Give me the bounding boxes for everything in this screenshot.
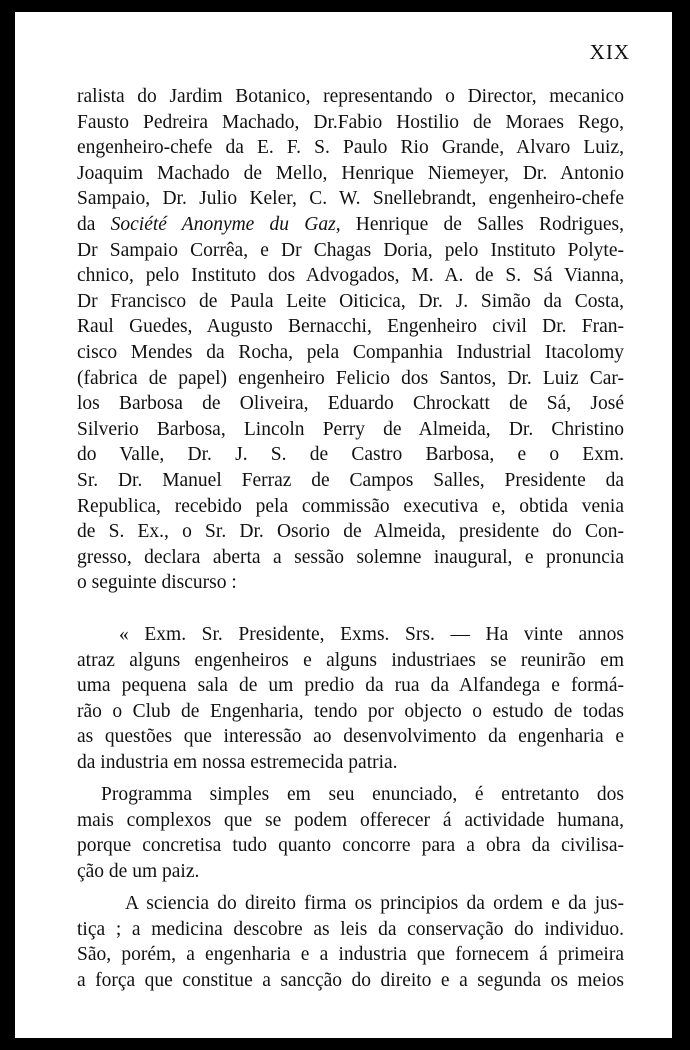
document-page xyxy=(15,12,672,1038)
text-line: Dr Sampaio Corrêa, e Dr Chagas Doria, pelo Instituto Polyte- xyxy=(77,239,624,261)
text-line: « Exm. Sr. Presidente, Exms. Srs. — Ha vinte annos xyxy=(119,624,624,645)
text-line: Dr Francisco de Paula Leite Oiticica, Dr. J. Simão da Costa, xyxy=(77,290,624,312)
page-number: XIX xyxy=(589,40,630,64)
text-line: Sr. Dr. Manuel Ferraz de Campos Salles, Presidente da xyxy=(77,469,624,491)
text-line: (fabrica de papel) engenheiro Felicio dos Santos, Dr. Luiz Car- xyxy=(77,367,624,389)
text-line: Programma simples em seu enunciado, é entretanto dos xyxy=(101,784,624,805)
text-line: A sciencia do direito firma os principios da ordem e da jus- xyxy=(125,893,624,914)
text-line: engenheiro-chefe da E. F. S. Paulo Rio Grande, Alvaro Luiz, xyxy=(77,137,624,159)
text-line: Raul Guedes, Augusto Bernacchi, Engenheiro civil Dr. Fran- xyxy=(77,316,624,338)
paragraph-programme xyxy=(77,782,624,884)
text-line: uma pequena sala de um predio da rua da Alfandega e formá- xyxy=(77,675,624,697)
text-line: porque concretisa tudo quanto concorre para a obra da civilisa- xyxy=(77,835,624,857)
text-line: de S. Ex., o Sr. Dr. Osorio de Almeida, presidente do Con- xyxy=(77,521,624,543)
text-line: atraz alguns engenheiros e alguns industriaes se reunirão em xyxy=(77,649,624,671)
text-line: rão o Club de Engenharia, tendo por objecto o estudo de todas xyxy=(77,700,624,722)
text-line: gresso, declara aberta a sessão solemne inaugural, e pronuncia xyxy=(77,546,624,568)
text-line: da Société Anonyme du Gaz, Henrique de Salles Rodrigues, xyxy=(77,213,624,235)
text-line: do Valle, Dr. J. S. de Castro Barbosa, e o Exm. xyxy=(77,444,624,466)
text-line: Sampaio, Dr. Julio Keler, C. W. Snellebrandt, engenheiro-chefe xyxy=(77,188,624,210)
text-line: ralista do Jardim Botanico, representando o Director, mecanico xyxy=(77,86,624,107)
text-line: Fausto Pedreira Machado, Dr.Fabio Hostilio de Moraes Rego, xyxy=(77,111,624,133)
text-line: los Barbosa de Oliveira, Eduardo Chrockatt de Sá, José xyxy=(77,393,624,415)
paragraph-speech-opening xyxy=(77,622,624,776)
paragraph-science xyxy=(77,891,624,993)
text-line: São, porém, a engenharia e a industria que fornecem á primeira xyxy=(77,944,624,966)
text-line: tiça ; a medicina descobre as leis da conservação do individuo. xyxy=(77,918,624,940)
text-line: mais complexos que se podem offerecer á actividade humana, xyxy=(77,809,624,831)
text-line: o seguinte discurso : xyxy=(77,572,237,594)
text-line: da industria em nossa estremecida patria. xyxy=(77,751,398,773)
text-line: a força que constitue a sancção do direito e a segunda os meios xyxy=(77,969,624,991)
text-line: as questões que interessão ao desenvolvimento da engenharia e xyxy=(77,726,624,748)
text-line: chnico, pelo Instituto dos Advogados, M. A. de S. Sá Vianna, xyxy=(77,265,624,287)
paragraph-attendees xyxy=(77,84,624,596)
text-line: Silverio Barbosa, Lincoln Perry de Almeida, Dr. Christino xyxy=(77,418,624,440)
text-line: Republica, recebido pela commissão executiva e, obtida venia xyxy=(77,495,624,517)
text-line: ção de um paiz. xyxy=(77,860,200,882)
text-line: Joaquim Machado de Mello, Henrique Niemeyer, Dr. Antonio xyxy=(77,162,624,184)
text-line: cisco Mendes da Rocha, pela Companhia Industrial Itacolomy xyxy=(77,341,624,363)
